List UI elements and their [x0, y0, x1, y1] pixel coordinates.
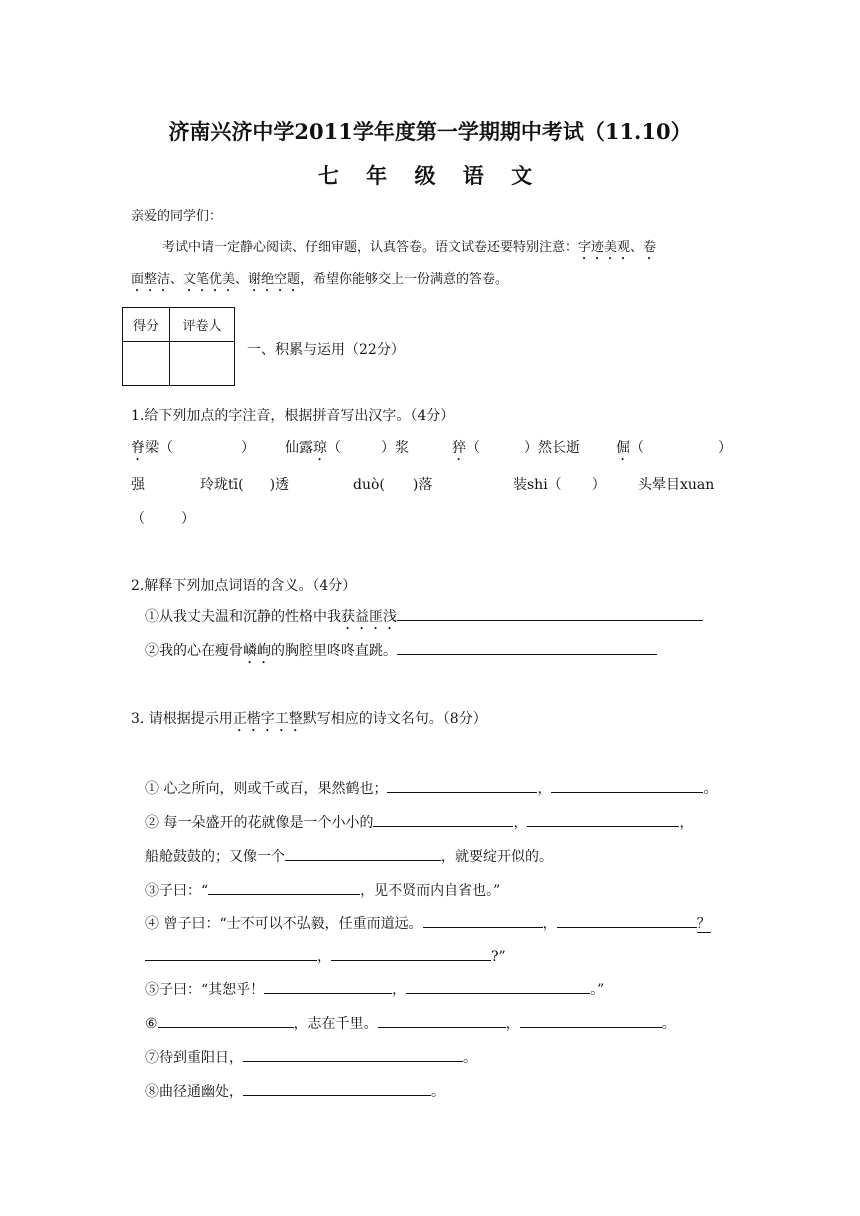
q3-line-2b: 船舱鼓鼓的；又像一个 ，就要绽开似的。	[145, 846, 553, 866]
grader-cell[interactable]	[170, 342, 235, 386]
score-cell[interactable]	[123, 342, 170, 386]
greeting: 亲爱的同学们：	[131, 209, 223, 224]
answer-blank[interactable]	[378, 1013, 506, 1028]
q3-prompt: 3. 请根据提示用正楷字工整默写相应的诗文名句。（8分）	[131, 711, 487, 727]
answer-blank[interactable]	[406, 979, 590, 994]
answer-blank[interactable]	[520, 1013, 662, 1028]
q3-line-1: ① 心之所向，则或千或百，果然鹤也； ， 。	[145, 778, 717, 798]
answer-blank[interactable]	[145, 946, 317, 961]
section-heading: 一、积累与运用（22分）	[247, 342, 405, 358]
answer-blank[interactable]	[285, 846, 441, 861]
q3-line-6: ⑥ ，志在千里。 ， 。	[145, 1013, 676, 1033]
answer-blank[interactable]	[373, 812, 513, 827]
emphasis-text: 字迹美观、卷	[578, 240, 657, 255]
intro-line-1: 考试中请一定静心阅读、仔细审题，认真答卷。语文试卷还要特别注意：字迹美观、卷	[162, 240, 657, 255]
answer-blank[interactable]	[397, 640, 657, 655]
score-table	[122, 307, 235, 386]
answer-blank[interactable]	[387, 778, 537, 793]
emphasis-text: 面整洁、文笔优美、谢绝空题	[131, 272, 301, 287]
score-label: 得分	[123, 308, 170, 342]
q3-line-4: ④ 曾子曰：“士不可以不弘毅，任重而道远。 ， ？	[145, 913, 711, 933]
answer-blank[interactable]	[331, 946, 491, 961]
intro-line-2: 面整洁、文笔优美、谢绝空题，希望你能够交上一份满意的答卷。	[131, 272, 509, 287]
answer-blank[interactable]	[243, 1081, 431, 1096]
q1-row-1: 脊梁（ ）	[131, 440, 255, 456]
answer-blank[interactable]	[208, 880, 360, 895]
exam-title: 济南兴济中学2011学年度第一学期期中考试（11.10）	[168, 119, 692, 144]
grader-label: 评卷人	[170, 308, 235, 342]
exam-subtitle: 七 年 级 语 文	[317, 163, 543, 188]
answer-blank[interactable]	[397, 606, 703, 621]
q3-line-5: ⑤子曰：“其恕乎！ ， 。”	[145, 979, 604, 999]
answer-blank[interactable]	[527, 812, 679, 827]
answer-blank[interactable]	[158, 1013, 294, 1028]
q3-line-7: ⑦待到重阳日， 。	[145, 1047, 477, 1067]
q1-prompt: 1.给下列加点的字注音，根据拼音写出汉字。（4分）	[131, 408, 455, 424]
q3-line-8: ⑧曲径通幽处， 。	[145, 1081, 445, 1101]
q3-line-4b: ， ?”	[145, 946, 506, 966]
q2-prompt: 2.解释下列加点词语的含义。（4分）	[131, 578, 357, 594]
q3-line-2: ② 每一朵盛开的花就像是一个小小的 ， ，	[145, 812, 693, 832]
q2-item-1: ①从我丈夫温和沉静的性格中我获益匪浅	[145, 606, 703, 633]
answer-blank[interactable]	[423, 913, 543, 928]
answer-blank[interactable]	[243, 1047, 463, 1062]
answer-blank[interactable]	[557, 913, 697, 928]
q2-item-2: ②我的心在瘦骨嶙峋的胸腔里咚咚直跳。	[145, 640, 657, 667]
answer-blank[interactable]	[551, 778, 703, 793]
answer-blank[interactable]	[264, 979, 392, 994]
q3-line-3: ③子曰：“ ，见不贤而内自省也。”	[145, 880, 500, 900]
